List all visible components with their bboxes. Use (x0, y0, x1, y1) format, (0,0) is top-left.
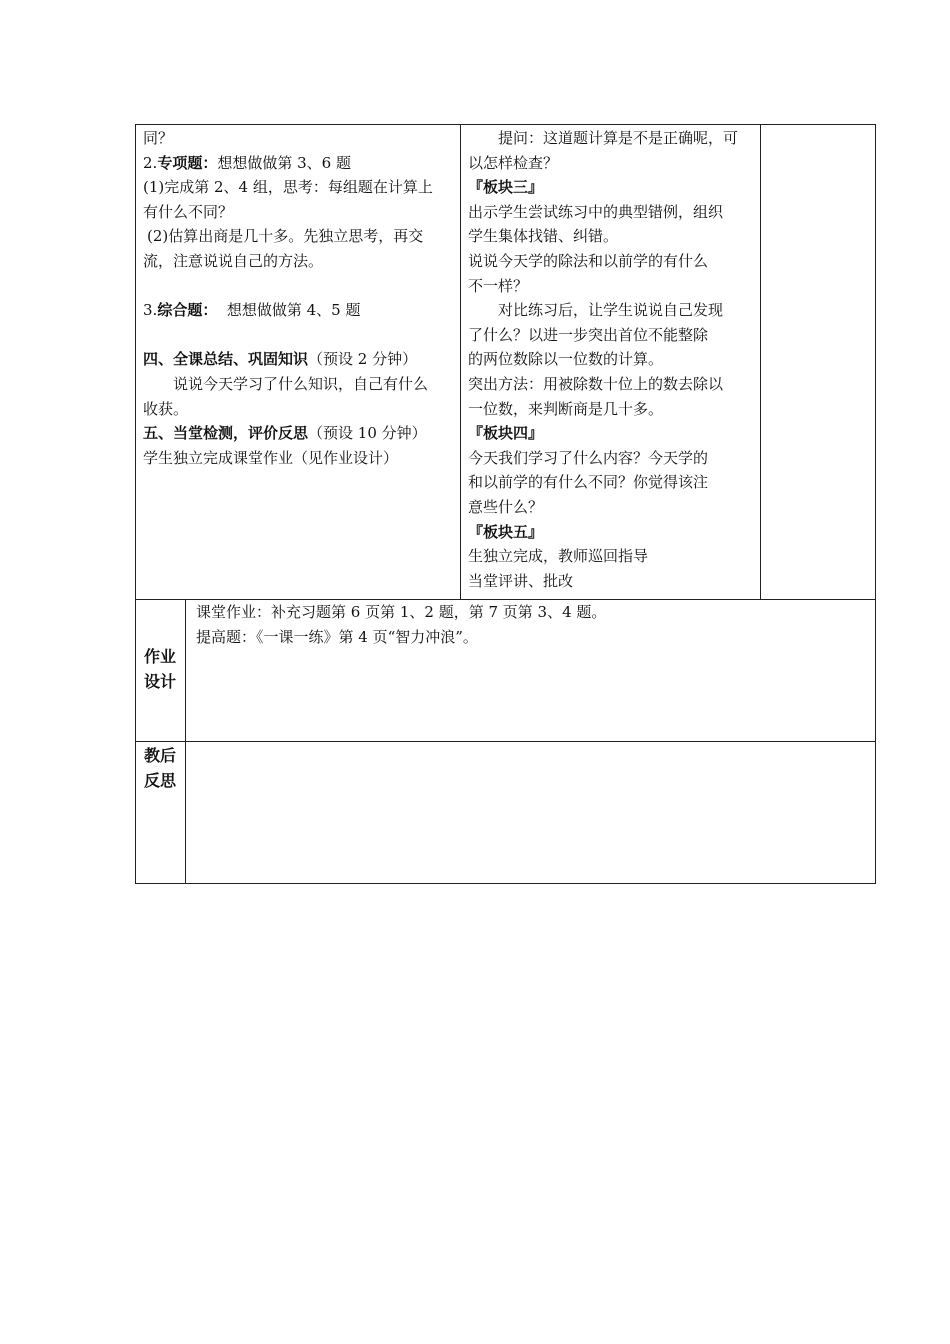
block-heading-5: 『板块五』 (468, 522, 544, 541)
text-line: 有什么不同？ (143, 202, 234, 221)
table-border-bottom (135, 883, 876, 884)
table-border-top (135, 124, 876, 125)
text-line: 的两位数除以一位数的计算。 (468, 350, 664, 369)
reflection-content-cell (196, 743, 866, 881)
text-line: 学生独立完成课堂作业（见作业设计） (143, 448, 399, 467)
text-line: 学生集体找错、纠错。 (468, 227, 619, 246)
text-line: 生独立完成，教师巡回指导 (468, 547, 649, 566)
text-line: 对比练习后，让学生说说自己发现 (498, 301, 724, 320)
teacher-notes-cell (468, 126, 758, 593)
text-line: 了什么？以进一步突出首位不能整除 (468, 325, 709, 344)
teaching-process-cell (143, 126, 458, 470)
text-line: 说说今天学的除法和以前学的有什么 (468, 251, 709, 270)
reflection-label: 教后 反思 (144, 746, 177, 790)
text-line: 同？ (143, 129, 174, 147)
text-line: (1)完成第 2、4 组，思考：每组题在计算上 (143, 178, 433, 197)
section-summary-heading: 四、全课总结、巩固知识（预设 2 分钟） (143, 350, 418, 369)
block-heading-3: 『板块三』 (468, 178, 544, 197)
homework-content-cell (196, 600, 866, 649)
text-line: 出示学生尝试练习中的典型错例，组织 (468, 202, 724, 221)
text-line: 不一样？ (468, 276, 529, 295)
homework-line: 提高题：《一课一练》第 4 页“智力冲浪”。 (196, 627, 478, 646)
text-line: 收获。 (143, 399, 189, 418)
table-border-right (875, 124, 876, 884)
text-line: 今天我们学习了什么内容？今天学的 (468, 448, 709, 467)
text-line: 提问：这道题计算是不是正确呢，可 (498, 129, 739, 147)
text-line: 说说今天学习了什么知识，自己有什么 (173, 374, 429, 393)
text-line: 意些什么？ (468, 497, 544, 516)
text-line: 当堂评讲、批改 (468, 571, 574, 590)
label-column-divider (185, 599, 186, 884)
lesson-plan-table (135, 124, 876, 884)
section-special-practice: 2.专项题：想想做做第 3、6 题 (143, 153, 351, 172)
section-assessment-heading: 五、当堂检测，评价反思（预设 10 分钟） (143, 424, 427, 443)
homework-label: 作业 设计 (144, 647, 177, 691)
text-line: 突出方法：用被除数十位上的数去除以 (468, 374, 724, 393)
text-line: 以怎样检查？ (468, 153, 559, 172)
text-line: (2)估算出商是几十多。先独立思考，再交 (147, 227, 424, 246)
text-line: 一位数，来判断商是几十多。 (468, 399, 664, 418)
column-divider-1 (460, 124, 461, 599)
column-divider-2 (760, 124, 761, 599)
row-divider-reflection (135, 741, 876, 742)
block-heading-4: 『板块四』 (468, 424, 544, 443)
text-line: 和以前学的有什么不同？你觉得该注 (468, 473, 709, 492)
homework-line: 课堂作业：补充习题第 6 页第 1、2 题，第 7 页第 3、4 题。 (196, 603, 607, 621)
section-comprehensive: 3.综合题： 想想做做第 4、5 题 (143, 301, 361, 320)
text-line: 流，注意说说自己的方法。 (143, 251, 324, 270)
table-border-left (135, 124, 136, 884)
